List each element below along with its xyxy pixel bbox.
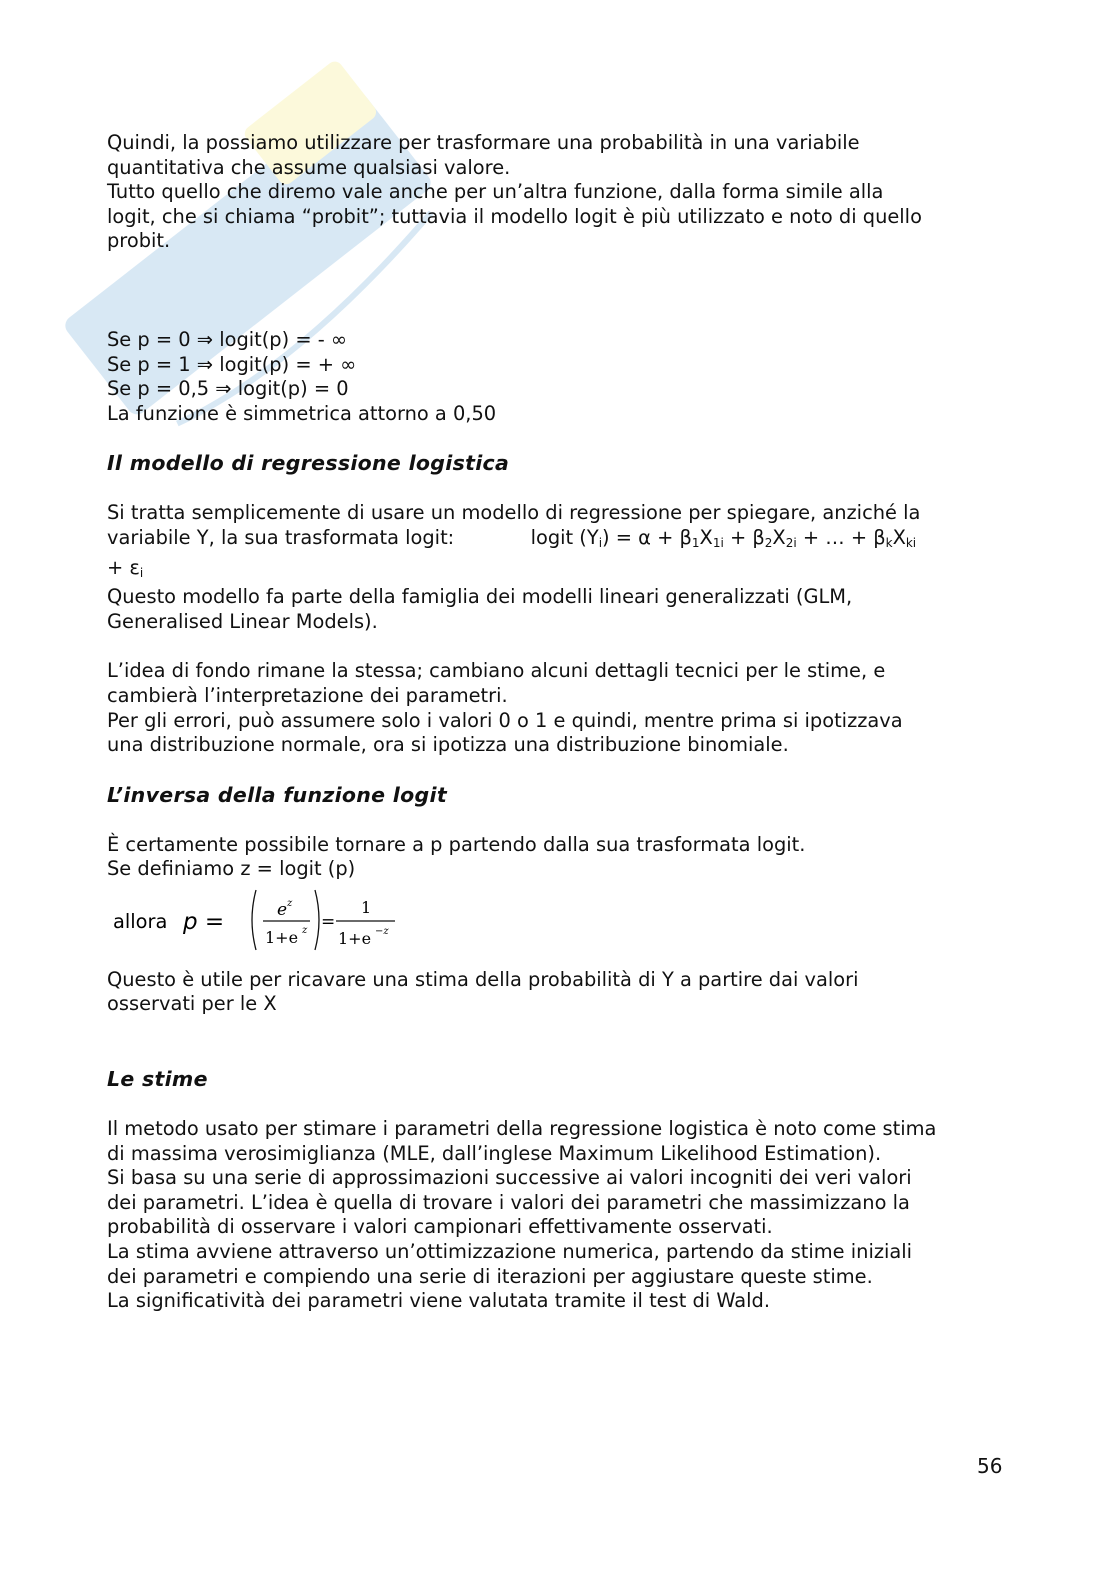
inverse-after: Questo è utile per ricavare una stima della probabilità di Y a partire dai valori osservati per le X bbox=[107, 967, 859, 1016]
frac1-den: 1+e bbox=[265, 927, 299, 947]
section-title-inverse: L’inversa della funzione logit bbox=[107, 782, 447, 807]
stime-paragraph-4: La significatività dei parametri viene valutata tramite il test di Wald. bbox=[107, 1289, 771, 1313]
intro-paragraph-1: Quindi, la possiamo utilizzare per trasformare una probabilità in una variabile quantitativa che assume qualsiasi valore. bbox=[107, 131, 860, 179]
page-number: 56 bbox=[977, 1454, 1003, 1478]
frac1-num: e bbox=[277, 899, 288, 920]
limit-line-3: Se p = 0,5 ⇒ logit(p) = 0 bbox=[107, 377, 349, 401]
limit-line-1: Se p = 0 ⇒ logit(p) = - ∞ bbox=[107, 327, 348, 351]
limit-line-4: La funzione è simmetrica attorno a 0,50 bbox=[107, 401, 497, 425]
regression-formula: logit $(Y_i) = \alpha + \beta_1X_{1i} + \beta_2X_{2i}$ + … + $\beta_kX_{ki} + \varepsilon_i$ bbox=[107, 525, 917, 580]
intro-paragraph-2: Tutto quello che diremo vale anche per un’altra funzione, dalla forma simile alla logit, che si chiama “probit”; tuttavia il modello logit è più utilizzato e noto di quello probit. bbox=[107, 180, 922, 253]
paren-right bbox=[315, 890, 319, 950]
formula-allora: allora bbox=[113, 909, 168, 933]
inverse-line-2: Se definiamo z = logit (p) bbox=[107, 857, 356, 881]
frac1-den-exp: z bbox=[302, 924, 308, 936]
section-title-stime: Le stime bbox=[107, 1067, 208, 1092]
frac1-num-exp: z bbox=[287, 897, 293, 909]
glm-paragraph: Questo modello fa parte della famiglia dei modelli lineari generalizzati (GLM, Generalised Linear Models). bbox=[107, 585, 853, 633]
idea-paragraph: L’idea di fondo rimane la stessa; cambiano alcuni dettagli tecnici per le stime, e cambierà l’interpretazione dei parametri. bbox=[107, 659, 886, 707]
inverse-formula bbox=[113, 882, 937, 958]
document-page bbox=[107, 131, 937, 1314]
inverse-formula-graphic bbox=[113, 882, 413, 958]
regression-lead bbox=[107, 501, 937, 585]
formula-equals: = bbox=[321, 911, 336, 932]
frac2-den: 1+e bbox=[338, 928, 372, 948]
limit-line-2: Se p = 1 ⇒ logit(p) = + ∞ bbox=[107, 352, 357, 376]
inverse-line-1: È certamente possibile tornare a p partendo dalla sua trasformata logit. bbox=[107, 832, 806, 856]
formula-p-eq: p = bbox=[183, 908, 225, 935]
regression-lead-text: Si tratta semplicemente di usare un modello di regressione per spiegare, anziché la variabile Y, la sua trasformata logit: bbox=[107, 501, 921, 549]
stime-paragraph-1: Il metodo usato per stimare i parametri della regressione logistica è noto come stima di massima verosimiglianza (MLE, dall’inglese Maximum Likelihood Estimation). bbox=[107, 1117, 937, 1165]
stime-paragraph-2: Si basa su una serie di approssimazioni successive ai valori incogniti dei veri valori dei parametri. L’idea è quella di trovare i valori dei parametri che massimizzano la probabilità di osservare i valori campionari effettivamente osservati. bbox=[107, 1166, 912, 1239]
errors-paragraph: Per gli errori, può assumere solo i valori 0 o 1 e quindi, mentre prima si ipotizzava una distribuzione normale, ora si ipotizza una distribuzione binomiale. bbox=[107, 708, 903, 757]
stime-paragraph-3: La stima avviene attraverso un’ottimizzazione numerica, partendo da stime iniziali dei parametri e compiendo una serie di iterazioni per aggiustare queste stime. bbox=[107, 1240, 913, 1288]
section-title-regression: Il modello di regressione logistica bbox=[107, 451, 510, 476]
paren-left bbox=[252, 890, 256, 950]
frac2-num: 1 bbox=[361, 897, 372, 917]
frac2-den-exp: −z bbox=[375, 925, 389, 937]
